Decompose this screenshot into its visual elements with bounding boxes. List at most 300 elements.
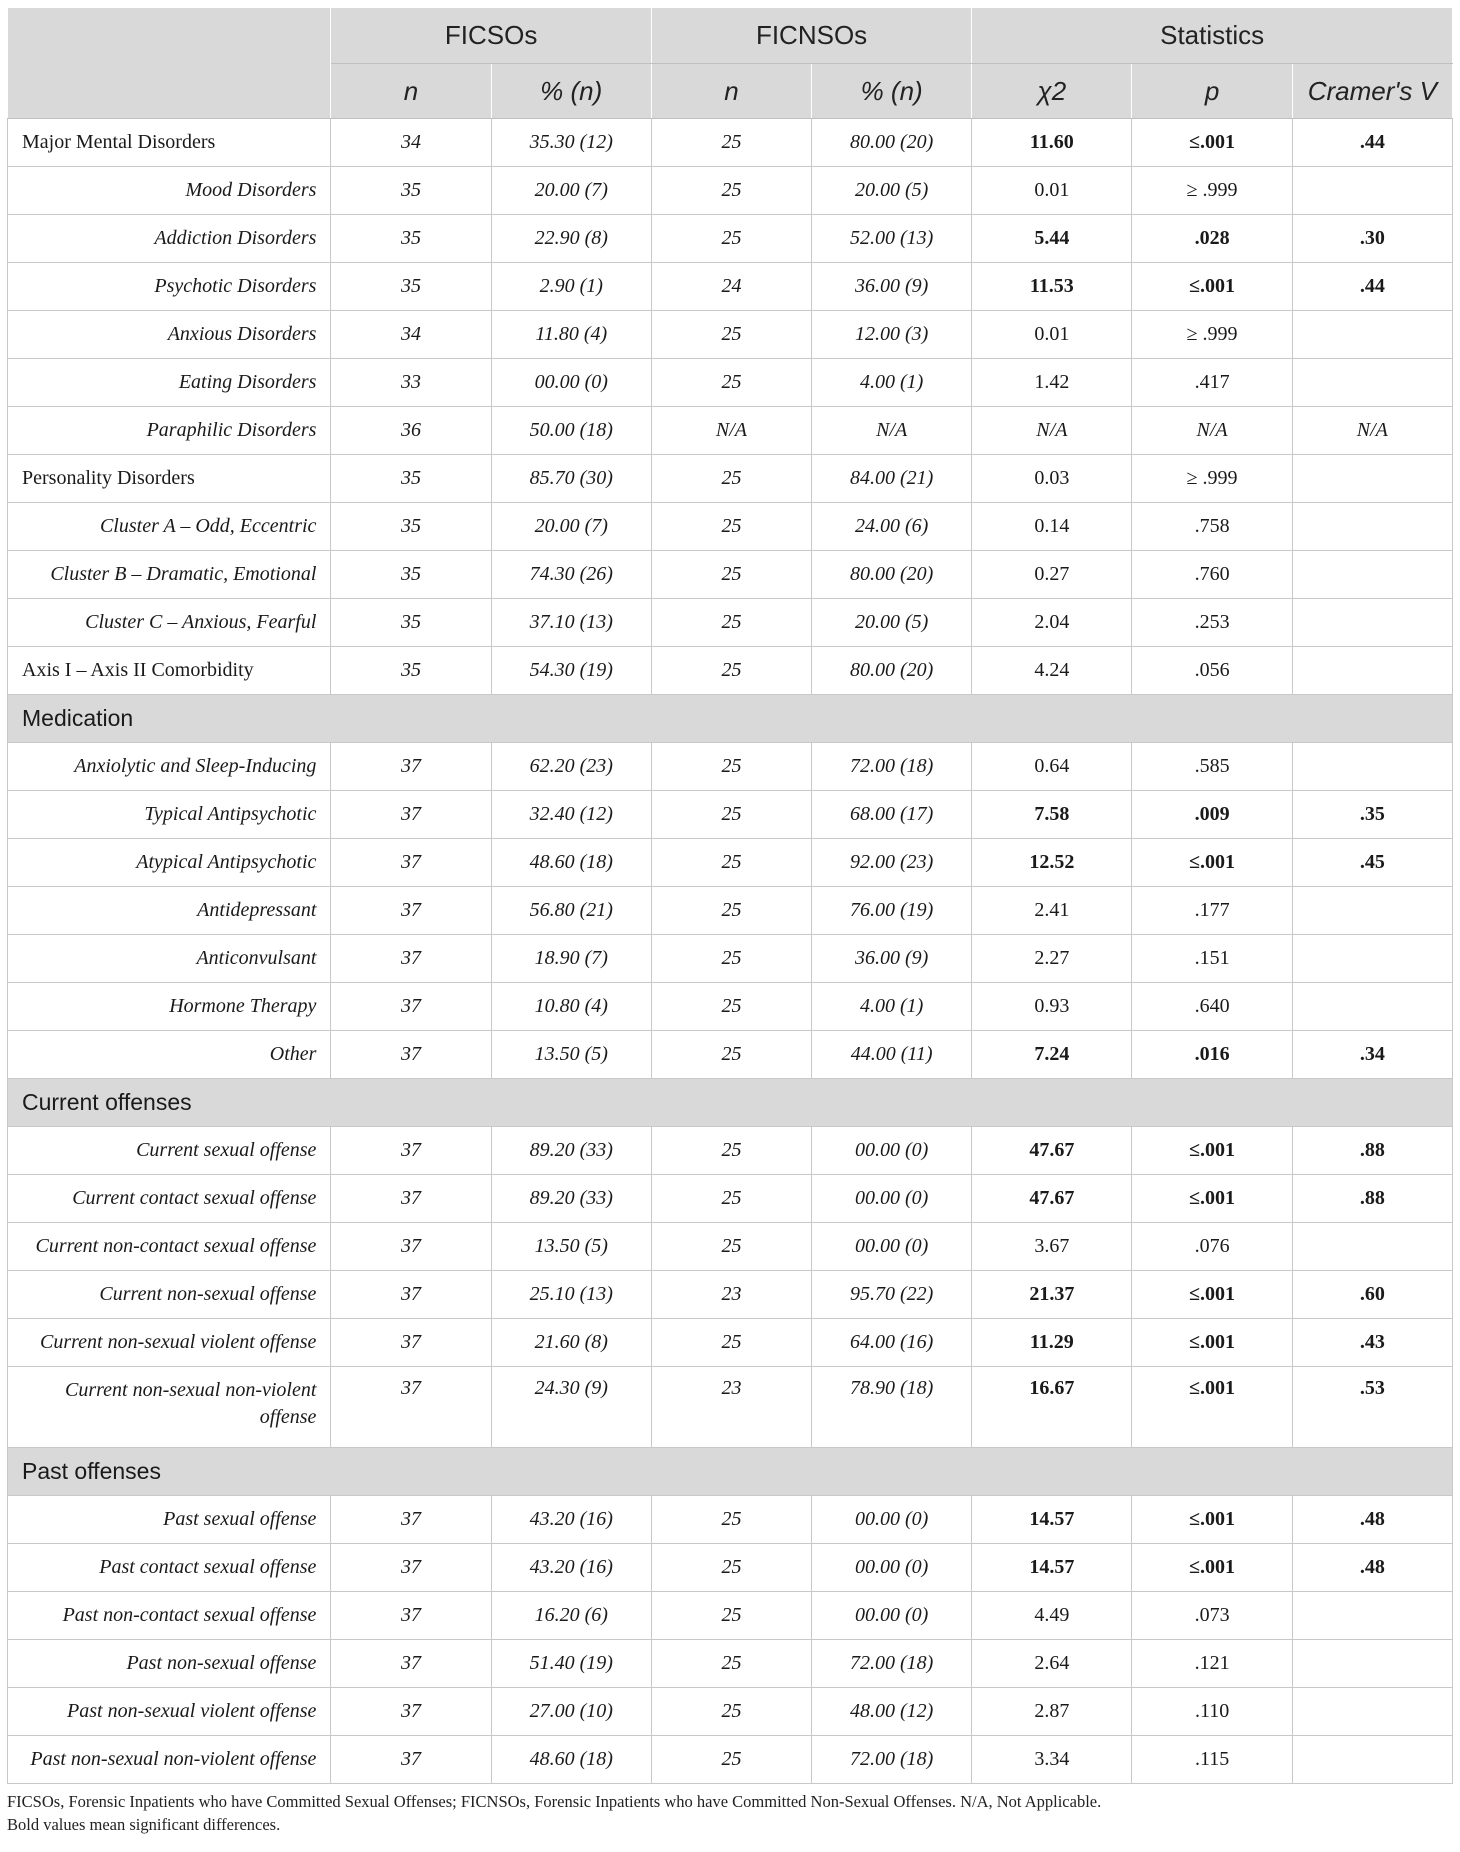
cell-ficnsos-n: 25 (651, 1175, 811, 1223)
cell-chi-square: 2.41 (972, 887, 1132, 935)
cell-cramers-v (1292, 167, 1452, 215)
section-title: Past offenses (8, 1448, 1453, 1496)
cell-cramers-v: .44 (1292, 119, 1452, 167)
cell-ficnsos-pct: 80.00 (20) (812, 647, 972, 695)
cell-chi-square: 4.49 (972, 1592, 1132, 1640)
cell-cramers-v (1292, 983, 1452, 1031)
cell-ficsos-pct: 20.00 (7) (491, 503, 651, 551)
cell-chi-square: 14.57 (972, 1544, 1132, 1592)
row-label: Antidepressant (8, 887, 331, 935)
cell-cramers-v (1292, 455, 1452, 503)
cell-cramers-v (1292, 935, 1452, 983)
row-label: Current non-sexual violent offense (8, 1319, 331, 1367)
cell-cramers-v (1292, 599, 1452, 647)
row-label: Past sexual offense (8, 1496, 331, 1544)
cell-ficnsos-pct: 00.00 (0) (812, 1592, 972, 1640)
cell-chi-square: 0.64 (972, 743, 1132, 791)
cell-cramers-v: .88 (1292, 1127, 1452, 1175)
table-row (8, 935, 1453, 983)
cell-ficsos-pct: 35.30 (12) (491, 119, 651, 167)
cell-p-value: .121 (1132, 1640, 1292, 1688)
table-row (8, 1544, 1453, 1592)
header-p-value: p (1132, 64, 1292, 119)
cell-ficsos-n: 37 (331, 839, 491, 887)
cell-p-value: ≤.001 (1132, 1127, 1292, 1175)
cell-chi-square: 1.42 (972, 359, 1132, 407)
cell-cramers-v (1292, 743, 1452, 791)
cell-ficnsos-n: N/A (651, 407, 811, 455)
cell-chi-square: 5.44 (972, 215, 1132, 263)
cell-ficnsos-n: 23 (651, 1367, 811, 1448)
cell-cramers-v: .48 (1292, 1496, 1452, 1544)
cell-ficnsos-n: 25 (651, 1127, 811, 1175)
cell-p-value: .253 (1132, 599, 1292, 647)
table-row (8, 407, 1453, 455)
row-label: Past non-sexual offense (8, 1640, 331, 1688)
row-label: Past non-sexual non-violent offense (8, 1736, 331, 1784)
cell-p-value: .110 (1132, 1688, 1292, 1736)
cell-cramers-v: .45 (1292, 839, 1452, 887)
cell-ficnsos-pct: 48.00 (12) (812, 1688, 972, 1736)
table-row (8, 1496, 1453, 1544)
header-group-ficnsos: FICNSOs (651, 8, 971, 64)
cell-ficsos-n: 37 (331, 1031, 491, 1079)
header-corner (8, 8, 331, 119)
cell-ficsos-n: 37 (331, 1544, 491, 1592)
cell-cramers-v: .35 (1292, 791, 1452, 839)
cell-chi-square: 0.01 (972, 167, 1132, 215)
table-row (8, 839, 1453, 887)
cell-p-value: ≤.001 (1132, 1175, 1292, 1223)
cell-ficnsos-n: 25 (651, 1496, 811, 1544)
cell-chi-square: 7.24 (972, 1031, 1132, 1079)
cell-p-value: .177 (1132, 887, 1292, 935)
cell-ficnsos-n: 25 (651, 119, 811, 167)
cell-ficsos-pct: 89.20 (33) (491, 1127, 651, 1175)
cell-p-value: N/A (1132, 407, 1292, 455)
table-row (8, 1688, 1453, 1736)
section-header-row (8, 1079, 1453, 1127)
cell-ficsos-n: 37 (331, 791, 491, 839)
table-row (8, 1367, 1453, 1448)
cell-cramers-v (1292, 1223, 1452, 1271)
cell-ficnsos-pct: 80.00 (20) (812, 119, 972, 167)
cell-cramers-v: .34 (1292, 1031, 1452, 1079)
cell-chi-square: 2.27 (972, 935, 1132, 983)
cell-ficsos-n: 37 (331, 743, 491, 791)
table-row (8, 119, 1453, 167)
cell-ficsos-pct: 54.30 (19) (491, 647, 651, 695)
cell-cramers-v (1292, 551, 1452, 599)
cell-ficnsos-pct: 36.00 (9) (812, 263, 972, 311)
table-row (8, 167, 1453, 215)
cell-ficnsos-n: 25 (651, 887, 811, 935)
cell-ficnsos-n: 25 (651, 167, 811, 215)
header-group-statistics: Statistics (972, 8, 1453, 64)
cell-cramers-v: .43 (1292, 1319, 1452, 1367)
cell-ficsos-n: 36 (331, 407, 491, 455)
cell-ficsos-pct: 89.20 (33) (491, 1175, 651, 1223)
cell-ficsos-pct: 32.40 (12) (491, 791, 651, 839)
row-label: Cluster C – Anxious, Fearful (8, 599, 331, 647)
cell-ficnsos-pct: 20.00 (5) (812, 599, 972, 647)
section-title: Current offenses (8, 1079, 1453, 1127)
cell-ficsos-n: 37 (331, 1736, 491, 1784)
cell-cramers-v (1292, 647, 1452, 695)
table-row (8, 791, 1453, 839)
table-row (8, 983, 1453, 1031)
cell-ficsos-pct: 43.20 (16) (491, 1544, 651, 1592)
footnote-abbreviations: FICSOs, Forensic Inpatients who have Committed Sexual Offenses; FICNSOs, Forensic Inpatients who have Committed Non-Sexual Offenses. N/A, Not Applicable. (7, 1792, 1102, 1811)
cell-ficnsos-n: 25 (651, 359, 811, 407)
cell-p-value: .073 (1132, 1592, 1292, 1640)
table-row (8, 1319, 1453, 1367)
row-label: Anxious Disorders (8, 311, 331, 359)
table-row (8, 1271, 1453, 1319)
cell-cramers-v (1292, 359, 1452, 407)
header-group-ficsos: FICSOs (331, 8, 651, 64)
header-ficsos-n: n (331, 64, 491, 119)
header-cramers-v: Cramer's V (1292, 64, 1452, 119)
cell-ficsos-pct: 13.50 (5) (491, 1223, 651, 1271)
cell-ficnsos-n: 24 (651, 263, 811, 311)
row-label: Cluster A – Odd, Eccentric (8, 503, 331, 551)
cell-ficnsos-pct: 00.00 (0) (812, 1175, 972, 1223)
cell-p-value: ≥ .999 (1132, 167, 1292, 215)
cell-chi-square: 2.87 (972, 1688, 1132, 1736)
cell-ficsos-n: 35 (331, 455, 491, 503)
cell-ficnsos-n: 25 (651, 599, 811, 647)
cell-ficsos-n: 37 (331, 1271, 491, 1319)
table-row (8, 311, 1453, 359)
cell-ficnsos-pct: 78.90 (18) (812, 1367, 972, 1448)
cell-p-value: .151 (1132, 935, 1292, 983)
cell-chi-square: 0.14 (972, 503, 1132, 551)
cell-cramers-v (1292, 311, 1452, 359)
cell-ficsos-pct: 25.10 (13) (491, 1271, 651, 1319)
cell-ficnsos-n: 25 (651, 1640, 811, 1688)
cell-ficsos-pct: 48.60 (18) (491, 839, 651, 887)
cell-p-value: .009 (1132, 791, 1292, 839)
cell-ficnsos-n: 25 (651, 503, 811, 551)
cell-ficsos-n: 37 (331, 1367, 491, 1448)
cell-ficsos-pct: 20.00 (7) (491, 167, 651, 215)
cell-ficsos-n: 34 (331, 311, 491, 359)
row-label: Hormone Therapy (8, 983, 331, 1031)
cell-ficsos-n: 35 (331, 599, 491, 647)
cell-ficnsos-n: 25 (651, 1319, 811, 1367)
cell-cramers-v: .88 (1292, 1175, 1452, 1223)
cell-ficnsos-n: 23 (651, 1271, 811, 1319)
row-label: Paraphilic Disorders (8, 407, 331, 455)
cell-ficsos-pct: 16.20 (6) (491, 1592, 651, 1640)
cell-chi-square: 7.58 (972, 791, 1132, 839)
cell-cramers-v (1292, 1688, 1452, 1736)
cell-p-value: ≤.001 (1132, 1271, 1292, 1319)
cell-ficnsos-pct: 52.00 (13) (812, 215, 972, 263)
cell-chi-square: 0.27 (972, 551, 1132, 599)
cell-p-value: ≥ .999 (1132, 311, 1292, 359)
cell-ficsos-n: 35 (331, 647, 491, 695)
cell-ficnsos-n: 25 (651, 1592, 811, 1640)
cell-ficnsos-pct: 72.00 (18) (812, 743, 972, 791)
cell-ficsos-pct: 62.20 (23) (491, 743, 651, 791)
footnote-bold-note: Bold values mean significant differences. (7, 1815, 281, 1834)
cell-p-value: ≥ .999 (1132, 455, 1292, 503)
cell-chi-square: 47.67 (972, 1175, 1132, 1223)
cell-ficsos-n: 35 (331, 263, 491, 311)
cell-p-value: .115 (1132, 1736, 1292, 1784)
row-label: Current non-sexual offense (8, 1271, 331, 1319)
cell-ficnsos-pct: 00.00 (0) (812, 1127, 972, 1175)
cell-cramers-v (1292, 887, 1452, 935)
cell-p-value: ≤.001 (1132, 119, 1292, 167)
cell-ficnsos-pct: 64.00 (16) (812, 1319, 972, 1367)
cell-ficsos-pct: 51.40 (19) (491, 1640, 651, 1688)
cell-p-value: .028 (1132, 215, 1292, 263)
cell-ficnsos-pct: 76.00 (19) (812, 887, 972, 935)
cell-ficsos-pct: 24.30 (9) (491, 1367, 651, 1448)
cell-p-value: ≤.001 (1132, 263, 1292, 311)
cell-p-value: ≤.001 (1132, 1367, 1292, 1448)
cell-ficnsos-n: 25 (651, 983, 811, 1031)
table-row (8, 1175, 1453, 1223)
table-row (8, 1736, 1453, 1784)
cell-ficnsos-n: 25 (651, 551, 811, 599)
cell-cramers-v (1292, 1592, 1452, 1640)
cell-ficnsos-pct: 95.70 (22) (812, 1271, 972, 1319)
cell-ficnsos-pct: 44.00 (11) (812, 1031, 972, 1079)
cell-cramers-v (1292, 503, 1452, 551)
row-label: Addiction Disorders (8, 215, 331, 263)
cell-ficnsos-n: 25 (651, 455, 811, 503)
cell-ficsos-n: 35 (331, 503, 491, 551)
header-ficnsos-pct: % (n) (812, 64, 972, 119)
section-header-row (8, 695, 1453, 743)
cell-chi-square: 4.24 (972, 647, 1132, 695)
cell-ficsos-n: 33 (331, 359, 491, 407)
cell-ficnsos-n: 25 (651, 1544, 811, 1592)
cell-ficsos-pct: 37.10 (13) (491, 599, 651, 647)
table-row (8, 1592, 1453, 1640)
cell-p-value: ≤.001 (1132, 1544, 1292, 1592)
cell-cramers-v: .60 (1292, 1271, 1452, 1319)
cell-ficnsos-pct: 84.00 (21) (812, 455, 972, 503)
cell-ficnsos-n: 25 (651, 839, 811, 887)
table-row (8, 1127, 1453, 1175)
cell-ficsos-n: 35 (331, 167, 491, 215)
cell-ficnsos-pct: 24.00 (6) (812, 503, 972, 551)
row-label: Cluster B – Dramatic, Emotional (8, 551, 331, 599)
table-row (8, 1640, 1453, 1688)
cell-p-value: .417 (1132, 359, 1292, 407)
cell-ficsos-pct: 74.30 (26) (491, 551, 651, 599)
cell-ficsos-n: 37 (331, 1175, 491, 1223)
cell-cramers-v: .53 (1292, 1367, 1452, 1448)
cell-cramers-v: .48 (1292, 1544, 1452, 1592)
cell-ficnsos-n: 25 (651, 743, 811, 791)
cell-ficnsos-pct: 00.00 (0) (812, 1223, 972, 1271)
table-row (8, 551, 1453, 599)
cell-p-value: ≤.001 (1132, 1496, 1292, 1544)
cell-chi-square: 3.67 (972, 1223, 1132, 1271)
table-row (8, 599, 1453, 647)
cell-chi-square: 16.67 (972, 1367, 1132, 1448)
cell-ficsos-n: 37 (331, 887, 491, 935)
cell-ficsos-pct: 00.00 (0) (491, 359, 651, 407)
cell-chi-square: 0.03 (972, 455, 1132, 503)
cell-chi-square: 11.29 (972, 1319, 1132, 1367)
cell-ficnsos-n: 25 (651, 791, 811, 839)
cell-chi-square: 21.37 (972, 1271, 1132, 1319)
cell-chi-square: 11.60 (972, 119, 1132, 167)
cell-ficnsos-pct: 68.00 (17) (812, 791, 972, 839)
cell-ficnsos-pct: 4.00 (1) (812, 983, 972, 1031)
table-row (8, 455, 1453, 503)
row-label: Anticonvulsant (8, 935, 331, 983)
cell-ficnsos-pct: 00.00 (0) (812, 1496, 972, 1544)
cell-ficnsos-pct: 20.00 (5) (812, 167, 972, 215)
cell-cramers-v: .30 (1292, 215, 1452, 263)
table-row (8, 359, 1453, 407)
cell-cramers-v: .44 (1292, 263, 1452, 311)
results-table (7, 7, 1453, 1784)
cell-ficnsos-pct: 72.00 (18) (812, 1736, 972, 1784)
row-label: Axis I – Axis II Comorbidity (8, 647, 331, 695)
cell-ficsos-pct: 2.90 (1) (491, 263, 651, 311)
cell-chi-square: N/A (972, 407, 1132, 455)
row-label: Current sexual offense (8, 1127, 331, 1175)
cell-ficsos-n: 37 (331, 1319, 491, 1367)
cell-ficsos-n: 37 (331, 983, 491, 1031)
cell-ficsos-pct: 48.60 (18) (491, 1736, 651, 1784)
cell-ficnsos-pct: 12.00 (3) (812, 311, 972, 359)
cell-ficsos-pct: 50.00 (18) (491, 407, 651, 455)
cell-ficnsos-pct: 36.00 (9) (812, 935, 972, 983)
cell-ficsos-pct: 85.70 (30) (491, 455, 651, 503)
results-table-container (7, 7, 1453, 1836)
cell-chi-square: 0.93 (972, 983, 1132, 1031)
cell-ficnsos-n: 25 (651, 1223, 811, 1271)
table-body (8, 119, 1453, 1784)
cell-chi-square: 2.64 (972, 1640, 1132, 1688)
table-row (8, 1223, 1453, 1271)
cell-ficsos-n: 37 (331, 1688, 491, 1736)
row-label: Personality Disorders (8, 455, 331, 503)
cell-ficnsos-pct: 00.00 (0) (812, 1544, 972, 1592)
section-header-row (8, 1448, 1453, 1496)
cell-chi-square: 0.01 (972, 311, 1132, 359)
cell-ficsos-pct: 22.90 (8) (491, 215, 651, 263)
cell-chi-square: 12.52 (972, 839, 1132, 887)
table-row (8, 887, 1453, 935)
cell-ficsos-n: 37 (331, 1640, 491, 1688)
table-row (8, 263, 1453, 311)
row-label: Typical Antipsychotic (8, 791, 331, 839)
cell-ficsos-pct: 18.90 (7) (491, 935, 651, 983)
row-label: Past non-contact sexual offense (8, 1592, 331, 1640)
cell-p-value: ≤.001 (1132, 1319, 1292, 1367)
cell-ficsos-n: 35 (331, 551, 491, 599)
table-row (8, 503, 1453, 551)
cell-ficsos-pct: 43.20 (16) (491, 1496, 651, 1544)
cell-ficsos-n: 37 (331, 935, 491, 983)
row-label: Current contact sexual offense (8, 1175, 331, 1223)
table-row (8, 743, 1453, 791)
row-label: Past contact sexual offense (8, 1544, 331, 1592)
row-label: Mood Disorders (8, 167, 331, 215)
cell-ficnsos-n: 25 (651, 215, 811, 263)
cell-ficnsos-pct: 80.00 (20) (812, 551, 972, 599)
cell-p-value: .585 (1132, 743, 1292, 791)
cell-ficsos-pct: 11.80 (4) (491, 311, 651, 359)
cell-p-value: .076 (1132, 1223, 1292, 1271)
row-label: Atypical Antipsychotic (8, 839, 331, 887)
table-header (8, 8, 1453, 119)
cell-ficsos-n: 34 (331, 119, 491, 167)
cell-ficnsos-n: 25 (651, 1688, 811, 1736)
row-label: Current non-sexual non-violent offense (8, 1367, 331, 1448)
cell-ficnsos-n: 25 (651, 935, 811, 983)
cell-chi-square: 3.34 (972, 1736, 1132, 1784)
cell-chi-square: 11.53 (972, 263, 1132, 311)
cell-ficnsos-n: 25 (651, 1736, 811, 1784)
row-label: Major Mental Disorders (8, 119, 331, 167)
cell-ficsos-n: 37 (331, 1223, 491, 1271)
cell-ficsos-pct: 56.80 (21) (491, 887, 651, 935)
table-footnotes (7, 1790, 1453, 1836)
cell-ficsos-pct: 21.60 (8) (491, 1319, 651, 1367)
cell-ficnsos-n: 25 (651, 1031, 811, 1079)
row-label: Other (8, 1031, 331, 1079)
table-row (8, 647, 1453, 695)
row-label: Current non-contact sexual offense (8, 1223, 331, 1271)
cell-ficsos-n: 37 (331, 1592, 491, 1640)
cell-ficsos-n: 37 (331, 1127, 491, 1175)
cell-ficnsos-n: 25 (651, 647, 811, 695)
cell-p-value: .758 (1132, 503, 1292, 551)
cell-ficnsos-pct: 72.00 (18) (812, 1640, 972, 1688)
cell-cramers-v: N/A (1292, 407, 1452, 455)
cell-cramers-v (1292, 1736, 1452, 1784)
cell-ficsos-n: 35 (331, 215, 491, 263)
header-chi-square: χ2 (972, 64, 1132, 119)
cell-chi-square: 47.67 (972, 1127, 1132, 1175)
header-ficsos-pct: % (n) (491, 64, 651, 119)
cell-ficnsos-pct: 4.00 (1) (812, 359, 972, 407)
header-ficnsos-n: n (651, 64, 811, 119)
cell-p-value: .640 (1132, 983, 1292, 1031)
cell-ficnsos-pct: 92.00 (23) (812, 839, 972, 887)
cell-cramers-v (1292, 1640, 1452, 1688)
table-row (8, 215, 1453, 263)
cell-ficsos-pct: 13.50 (5) (491, 1031, 651, 1079)
cell-p-value: ≤.001 (1132, 839, 1292, 887)
cell-p-value: .760 (1132, 551, 1292, 599)
cell-ficnsos-pct: N/A (812, 407, 972, 455)
row-label: Past non-sexual violent offense (8, 1688, 331, 1736)
cell-ficnsos-n: 25 (651, 311, 811, 359)
cell-ficsos-n: 37 (331, 1496, 491, 1544)
table-row (8, 1031, 1453, 1079)
row-label: Eating Disorders (8, 359, 331, 407)
cell-chi-square: 2.04 (972, 599, 1132, 647)
cell-p-value: .056 (1132, 647, 1292, 695)
row-label: Psychotic Disorders (8, 263, 331, 311)
row-label: Anxiolytic and Sleep-Inducing (8, 743, 331, 791)
cell-p-value: .016 (1132, 1031, 1292, 1079)
section-title: Medication (8, 695, 1453, 743)
